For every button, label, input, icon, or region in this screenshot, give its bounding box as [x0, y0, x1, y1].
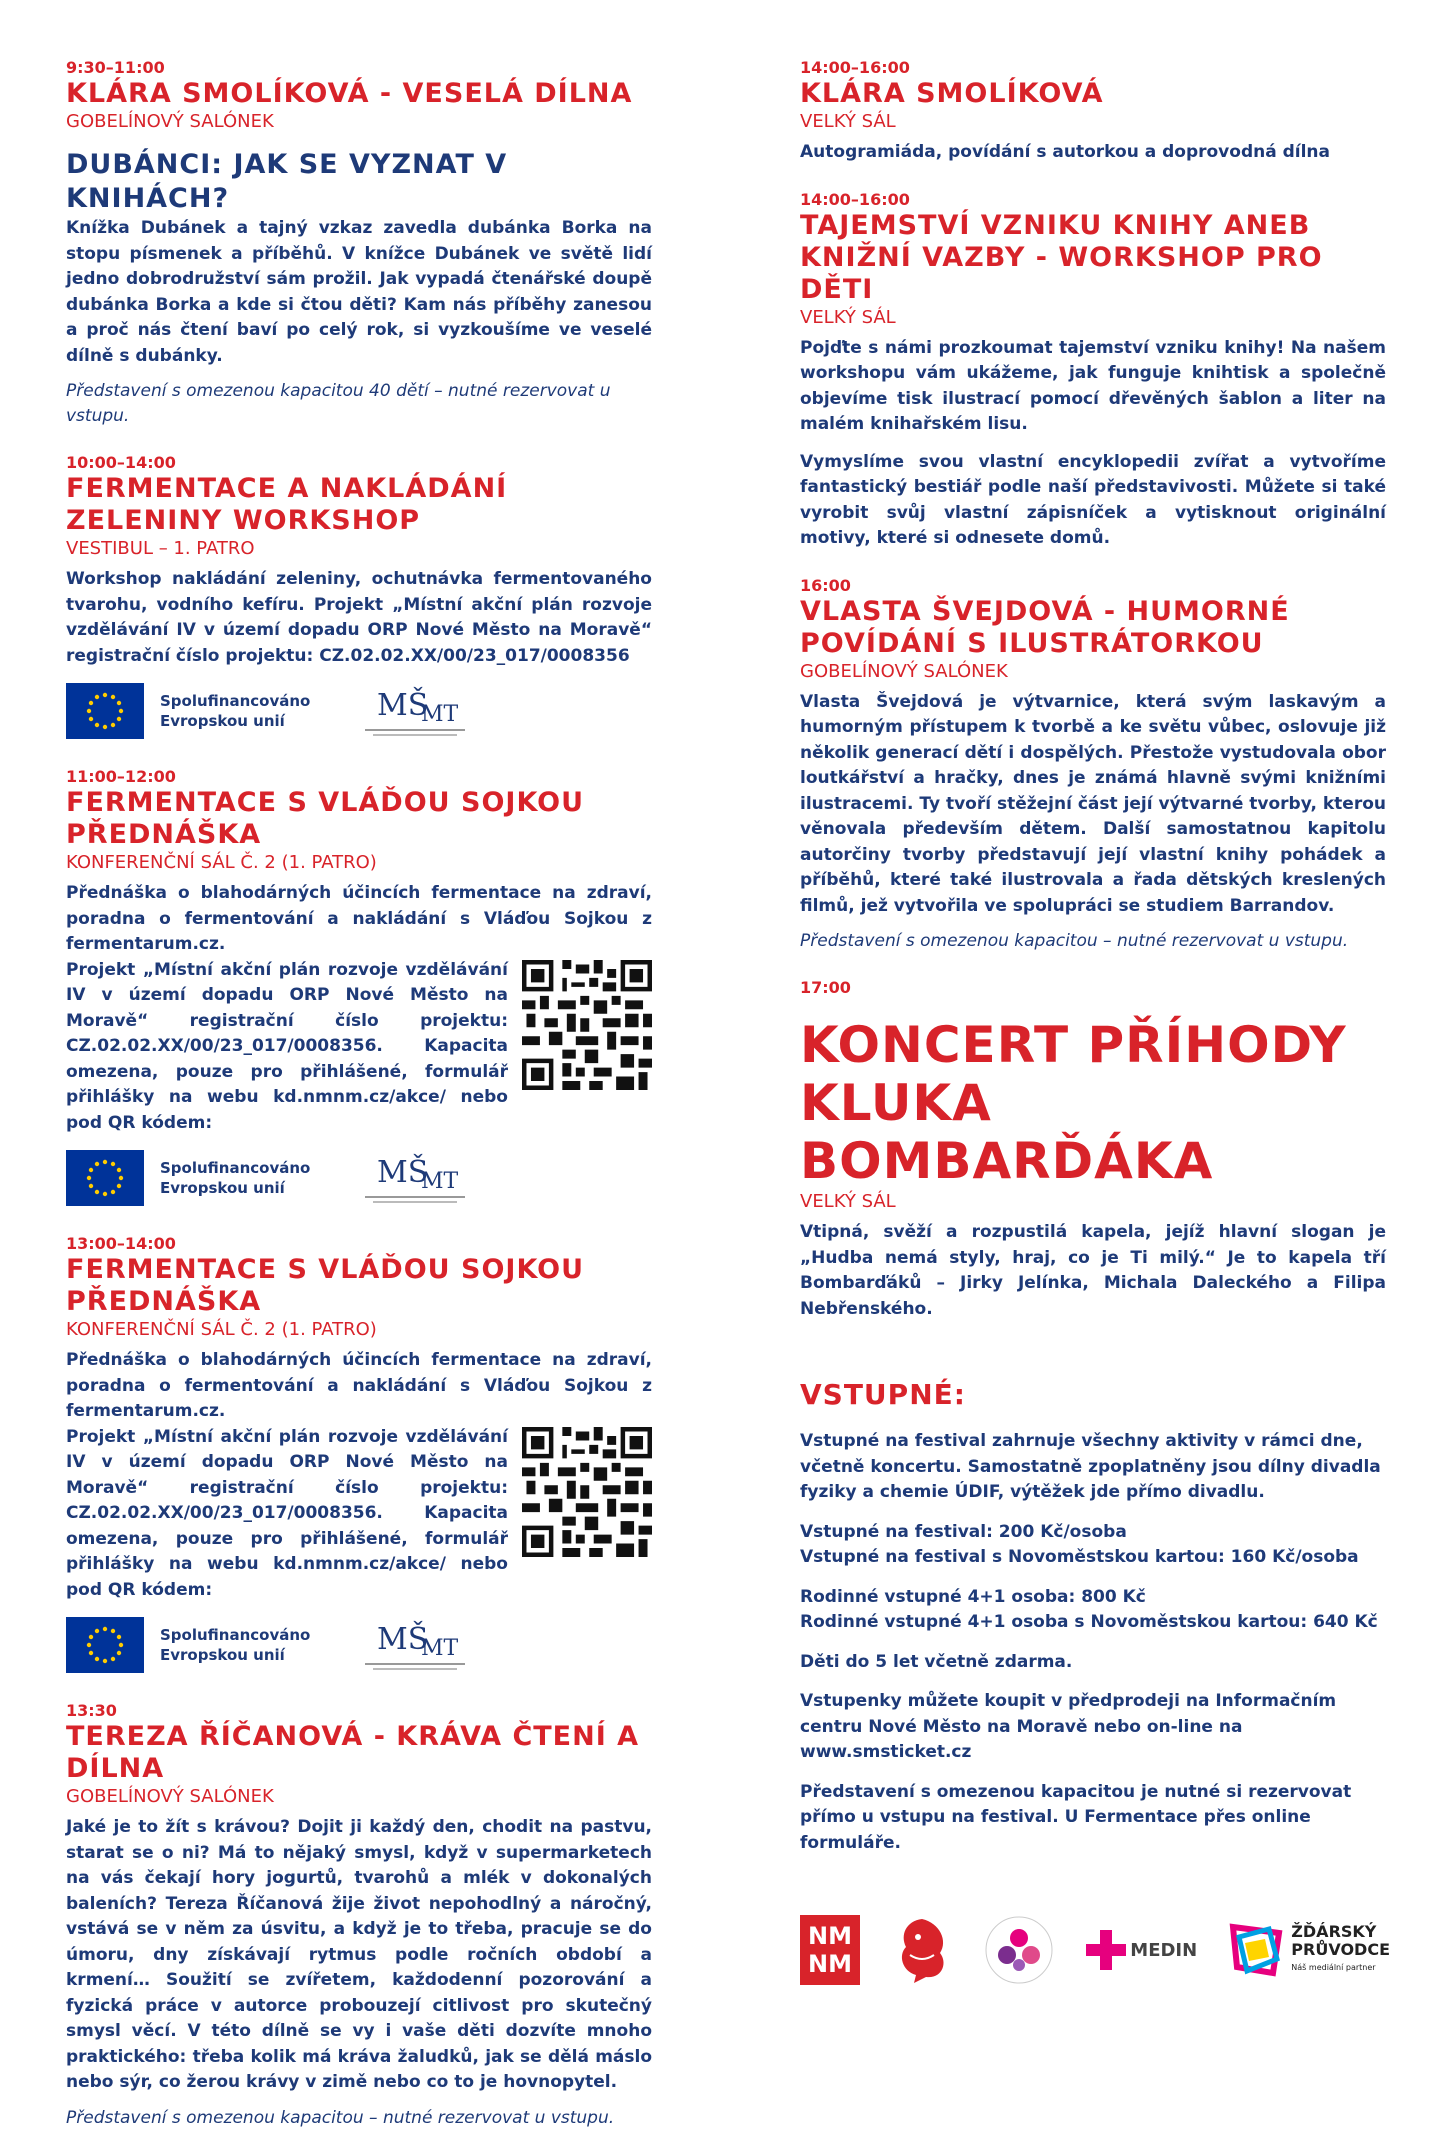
- zd-title-2: PRŮVODCE: [1291, 1940, 1390, 1959]
- event-time: 13:00–14:00: [66, 1234, 176, 1253]
- svg-text:MT: MT: [421, 702, 459, 727]
- event-venue: GOBELÍNOVÝ SALÓNEK: [66, 1786, 274, 1807]
- event-note: Představení s omezenou kapacitou – nutné rezervovat u vstupu.: [66, 2107, 615, 2128]
- event-dubanci: [66, 58, 652, 429]
- event-time: 16:00: [800, 575, 851, 595]
- partner-logos: [800, 1910, 1390, 1990]
- children-free: Děti do 5 let včetně zdarma.: [800, 1651, 1073, 1672]
- event-registration-text: Projekt „Místní akční plán rozvoje vzdělávání IV v území dopadu ORP Nové Město na Moravě“ registrační číslo projektu: CZ.02.02.XX/00/23_017/0008356. Kapacita omezena, pouze pro přihlášené, formulář přihlášky na webu kd.nmnm.cz/akce/ nebo pod QR kódem:: [66, 959, 508, 1133]
- event-time: 11:00–12:00: [66, 767, 176, 786]
- msmt-logo-icon: [357, 1148, 477, 1208]
- event-venue: KONFERENČNÍ SÁL Č. 2 (1. PATRO): [66, 852, 377, 873]
- event-title-large: KONCERT PŘÍHODY KLUKA BOMBARĎÁKA: [800, 1016, 1347, 1190]
- event-note: Představení s omezenou kapacitou – nutné rezervovat u vstupu.: [800, 931, 1349, 951]
- svg-text:MT: MT: [421, 1636, 459, 1661]
- medin-cross-icon: [1086, 1930, 1126, 1970]
- event-title: TEREZA ŘÍČANOVÁ - KRÁVA ČTENÍ A DÍLNA: [66, 1721, 640, 1784]
- qr-code-icon[interactable]: [522, 1427, 652, 1557]
- event-registration-text: Projekt „Místní akční plán rozvoje vzdělávání IV v území dopadu ORP Nové Město na Moravě“ registrační číslo projektu: CZ.02.02.XX/00/23_017/0008356. Kapacita omezena, pouze pro přihlášené, formulář přihlášky na webu kd.nmnm.cz/akce/ nebo pod QR kódem:: [66, 1426, 508, 1600]
- nmnm-logo-top: NM: [808, 1922, 852, 1950]
- msmt-logo-icon: [357, 681, 477, 741]
- event-time: 13:30: [66, 1701, 117, 1720]
- event-venue: VELKÝ SÁL: [800, 111, 896, 132]
- dragon-logo-icon: [892, 1915, 952, 1985]
- event-time: 10:00–14:00: [66, 453, 176, 472]
- qr-code-icon[interactable]: [522, 960, 652, 1090]
- event-subtitle: DUBÁNCI: JAK SE VYZNAT V KNIHÁCH?: [66, 149, 508, 214]
- event-venue: VELKÝ SÁL: [800, 1191, 896, 1212]
- eu-flag-icon: [66, 1617, 144, 1673]
- qr-block: [66, 1425, 652, 1604]
- event-title: FERMENTACE S VLÁĎOU SOJKOU PŘEDNÁŠKA: [66, 1254, 585, 1317]
- event-description: Přednáška o blahodárných účincích fermentace na zdraví, poradna o fermentování a nakládání s Vláďou Sojkou z fermentarum.cz.: [66, 1350, 652, 1421]
- event-description: Vlasta Švejdová je výtvarnice, která svým laskavým a humorným přístupem k tvorbě a ke světu vůbec, oslovuje již několik generací dětí i dospělých. Přestože vystudovala obor loutkářství a hračky, dnes je známá hlavně svými knižními ilustracemi. Ty tvoří stěžejní část její výtvarné tvorby, kterou věnovala především dětem. Další samostatnou kapitolu autorčiny tvorby představují její vlastní knihy pohádek a příběhů, které také ilustrovala a řada dětských kreslených filmů, jež vytvořila ve spolupráci se studiem Barrandov.: [800, 691, 1386, 916]
- svg-text:MŠ: MŠ: [377, 688, 429, 723]
- price-line: Rodinné vstupné 4+1 osoba s Novoměstskou kartou: 640 Kč: [800, 1612, 1378, 1632]
- nmnm-logo-bottom: NM: [808, 1950, 852, 1978]
- event-autogramiada: [800, 58, 1386, 166]
- zdarsky-pruvodce-icon: [1229, 1923, 1283, 1977]
- zdarsky-pruvodce-text: [1291, 1923, 1390, 1977]
- eu-flag-icon: [66, 683, 144, 739]
- event-fermentace-workshop: [66, 453, 652, 743]
- event-title: FERMENTACE A NAKLÁDÁNÍ ZELENINY WORKSHOP: [66, 473, 508, 536]
- eu-logos: [66, 1146, 652, 1210]
- event-description-p2: Vymyslíme svou vlastní encyklopedii zvířat a vytvoříme fantastický bestiář podle naší představivosti. Můžete si také vyrobit svůj vlastní zápisníček a vytisknout originální motivy, které si odnesete domů.: [800, 451, 1386, 548]
- medin-logo: [1086, 1930, 1197, 1970]
- event-fermentace-prednaska-2: [66, 1234, 652, 1677]
- eu-cofinanced-text: Spolufinancováno Evropskou unií: [160, 1626, 311, 1664]
- family-prices: [800, 1585, 1386, 1636]
- qr-block: [66, 958, 652, 1137]
- zd-subtitle: Náš mediální partner: [1291, 1963, 1376, 1972]
- event-venue: VESTIBUL – 1. PATRO: [66, 538, 255, 559]
- event-time: 17:00: [800, 978, 851, 997]
- event-description: Workshop nakládání zeleniny, ochutnávka fermentovaného tvarohu, vodního kefíru. Projekt „Místní akční plán rozvoje vzdělávání IV v území dopadu ORP Nové Město na Moravě“ registrační číslo projektu: CZ.02.02.XX/00/23_017/0008356: [66, 569, 652, 666]
- eu-logos: [66, 679, 652, 743]
- event-time: 14:00–16:00: [800, 58, 910, 77]
- event-description: [800, 336, 1386, 552]
- event-krava: [66, 1701, 652, 2131]
- event-venue: GOBELÍNOVÝ SALÓNEK: [800, 660, 1008, 682]
- event-title: KLÁRA SMOLÍKOVÁ: [800, 78, 1104, 109]
- event-fermentace-prednaska-1: [66, 767, 652, 1210]
- event-time: 14:00–16:00: [800, 189, 910, 209]
- price-line: Vstupné na festival: 200 Kč/osoba: [800, 1521, 1127, 1542]
- admission-heading: VSTUPNÉ:: [800, 1378, 966, 1411]
- svg-text:MŠ: MŠ: [377, 1155, 429, 1190]
- medin-logo-text: MEDIN: [1130, 1939, 1198, 1961]
- event-venue: KONFERENČNÍ SÁL Č. 2 (1. PATRO): [66, 1319, 377, 1340]
- zd-title-1: ŽĎÁRSKÝ: [1291, 1922, 1377, 1941]
- eu-cofinanced-text: Spolufinancováno Evropskou unií: [160, 1159, 311, 1197]
- price-line: Rodinné vstupné 4+1 osoba: 800 Kč: [800, 1586, 1146, 1607]
- event-time: 9:30–11:00: [66, 58, 165, 77]
- svg-text:MŠ: MŠ: [377, 1622, 429, 1657]
- left-column: [66, 58, 652, 2155]
- nmnm-logo: [800, 1915, 860, 1985]
- svg-text:MT: MT: [421, 1169, 459, 1194]
- event-description: Knížka Dubánek a tajný vzkaz zavedla dubánka Borka na stopu písmenek a příběhů. V knížce Dubánek ve světě lidí jedno dobrodružství sám prožil. Jak vypadá čtenářské doupě dubánka Borka a kde si čtou děti? Kam nás příběhy zanesou a proč nás čtení baví po celý rok, si vyzkoušíme ve veselé dílně s dubánky.: [66, 218, 652, 366]
- admission-info: Vstupné na festival zahrnuje všechny aktivity v rámci dne, včetně koncertu. Samostatně zpoplatněny jsou dílny divadla fyziky a chemie ÚDIF, výtěžek jde přímo divadlu.: [800, 1431, 1381, 1502]
- admission-prices: [800, 1520, 1386, 1571]
- event-description: Autogramiáda, povídání s autorkou a doprovodná dílna: [800, 142, 1331, 162]
- event-note: Představení s omezenou kapacitou 40 dětí – nutné rezervovat u vstupu.: [66, 381, 611, 426]
- event-venue: GOBELÍNOVÝ SALÓNEK: [66, 111, 274, 132]
- admission-section: [800, 1378, 1386, 1856]
- event-koncert: [800, 978, 1386, 1322]
- zdarsky-pruvodce-logo: [1229, 1923, 1390, 1977]
- event-venue: VELKÝ SÁL: [800, 306, 896, 328]
- event-description-p1: Pojďte s námi prozkoumat tajemství vzniku knihy! Na našem workshopu vám ukážeme, jak funguje knihtisk a společně objevíme tisk ilustrací pomocí dřevěných šablon a liter na malém knihařském lisu.: [800, 337, 1386, 434]
- event-title: FERMENTACE S VLÁĎOU SOJKOU PŘEDNÁŠKA: [66, 787, 585, 850]
- event-title: VLASTA ŠVEJDOVÁ - HUMORNÉ POVÍDÁNÍ S ILUSTRÁTORKOU: [800, 595, 1290, 659]
- event-description: Přednáška o blahodárných účincích fermentace na zdraví, poradna o fermentování a nakládání s Vláďou Sojkou z fermentarum.cz.: [66, 883, 652, 954]
- event-title: KLÁRA SMOLÍKOVÁ - VESELÁ DÍLNA: [66, 78, 633, 109]
- event-svejdova: [800, 576, 1386, 955]
- right-column: [800, 58, 1386, 1870]
- event-title: TAJEMSTVÍ VZNIKU KNIHY ANEB KNIŽNÍ VAZBY - WORKSHOP PRO DĚTI: [800, 209, 1323, 305]
- event-description: Vtipná, svěží a rozpustilá kapela, jejíž hlavní slogan je „Hudba nemá styly, hraj, co je Ti milý.“ Je to kapela tří Bombarďáků – Jirky Jelínka, Michala Daleckého a Filipa Nebřenského.: [800, 1222, 1386, 1319]
- map-logo-icon: [984, 1915, 1054, 1985]
- eu-flag-icon: [66, 1150, 144, 1206]
- ticket-sale-info: Vstupenky můžete koupit v předprodeji na Informačním centru Nové Město na Moravě nebo on-line na www.smsticket.cz: [800, 1691, 1337, 1762]
- event-description: Jaké je to žít s krávou? Dojit ji každý den, chodit na pastvu, starat se o ni? Má to nějaký smysl, když v supermarketech na vás čekají hory jogurtů, tvarohů a mlék v dokonalých baleních? Tereza Říčanová žije život nepohodlný a náročný, vstává se v něm za úsvitu, a když je to třeba, pracuje se do úmoru, dny získávají rytmus podle ročních období a krmení… Soužití se zvířetem, každodenní pozorování a fyzická práce v autorce probouzejí citlivost pro skutečný smysl věcí. V této dílně se vy i vaše děti dozvíte mnoho praktického: třeba kolik má kráva žaludků, jak se dělá máslo nebo sýr, co žerou krávy v zimě nebo co to je hovnopytel.: [66, 1817, 652, 2092]
- event-knizni-vazby: [800, 190, 1386, 552]
- eu-logos: [66, 1613, 652, 1677]
- reservation-info: Představení s omezenou kapacitou je nutné si rezervovat přímo u vstupu na festival. U Fermentace přes online formuláře.: [800, 1781, 1352, 1853]
- msmt-logo-icon: [357, 1615, 477, 1675]
- price-line: Vstupné na festival s Novoměstskou kartou: 160 Kč/osoba: [800, 1547, 1359, 1567]
- eu-cofinanced-text: Spolufinancováno Evropskou unií: [160, 692, 311, 730]
